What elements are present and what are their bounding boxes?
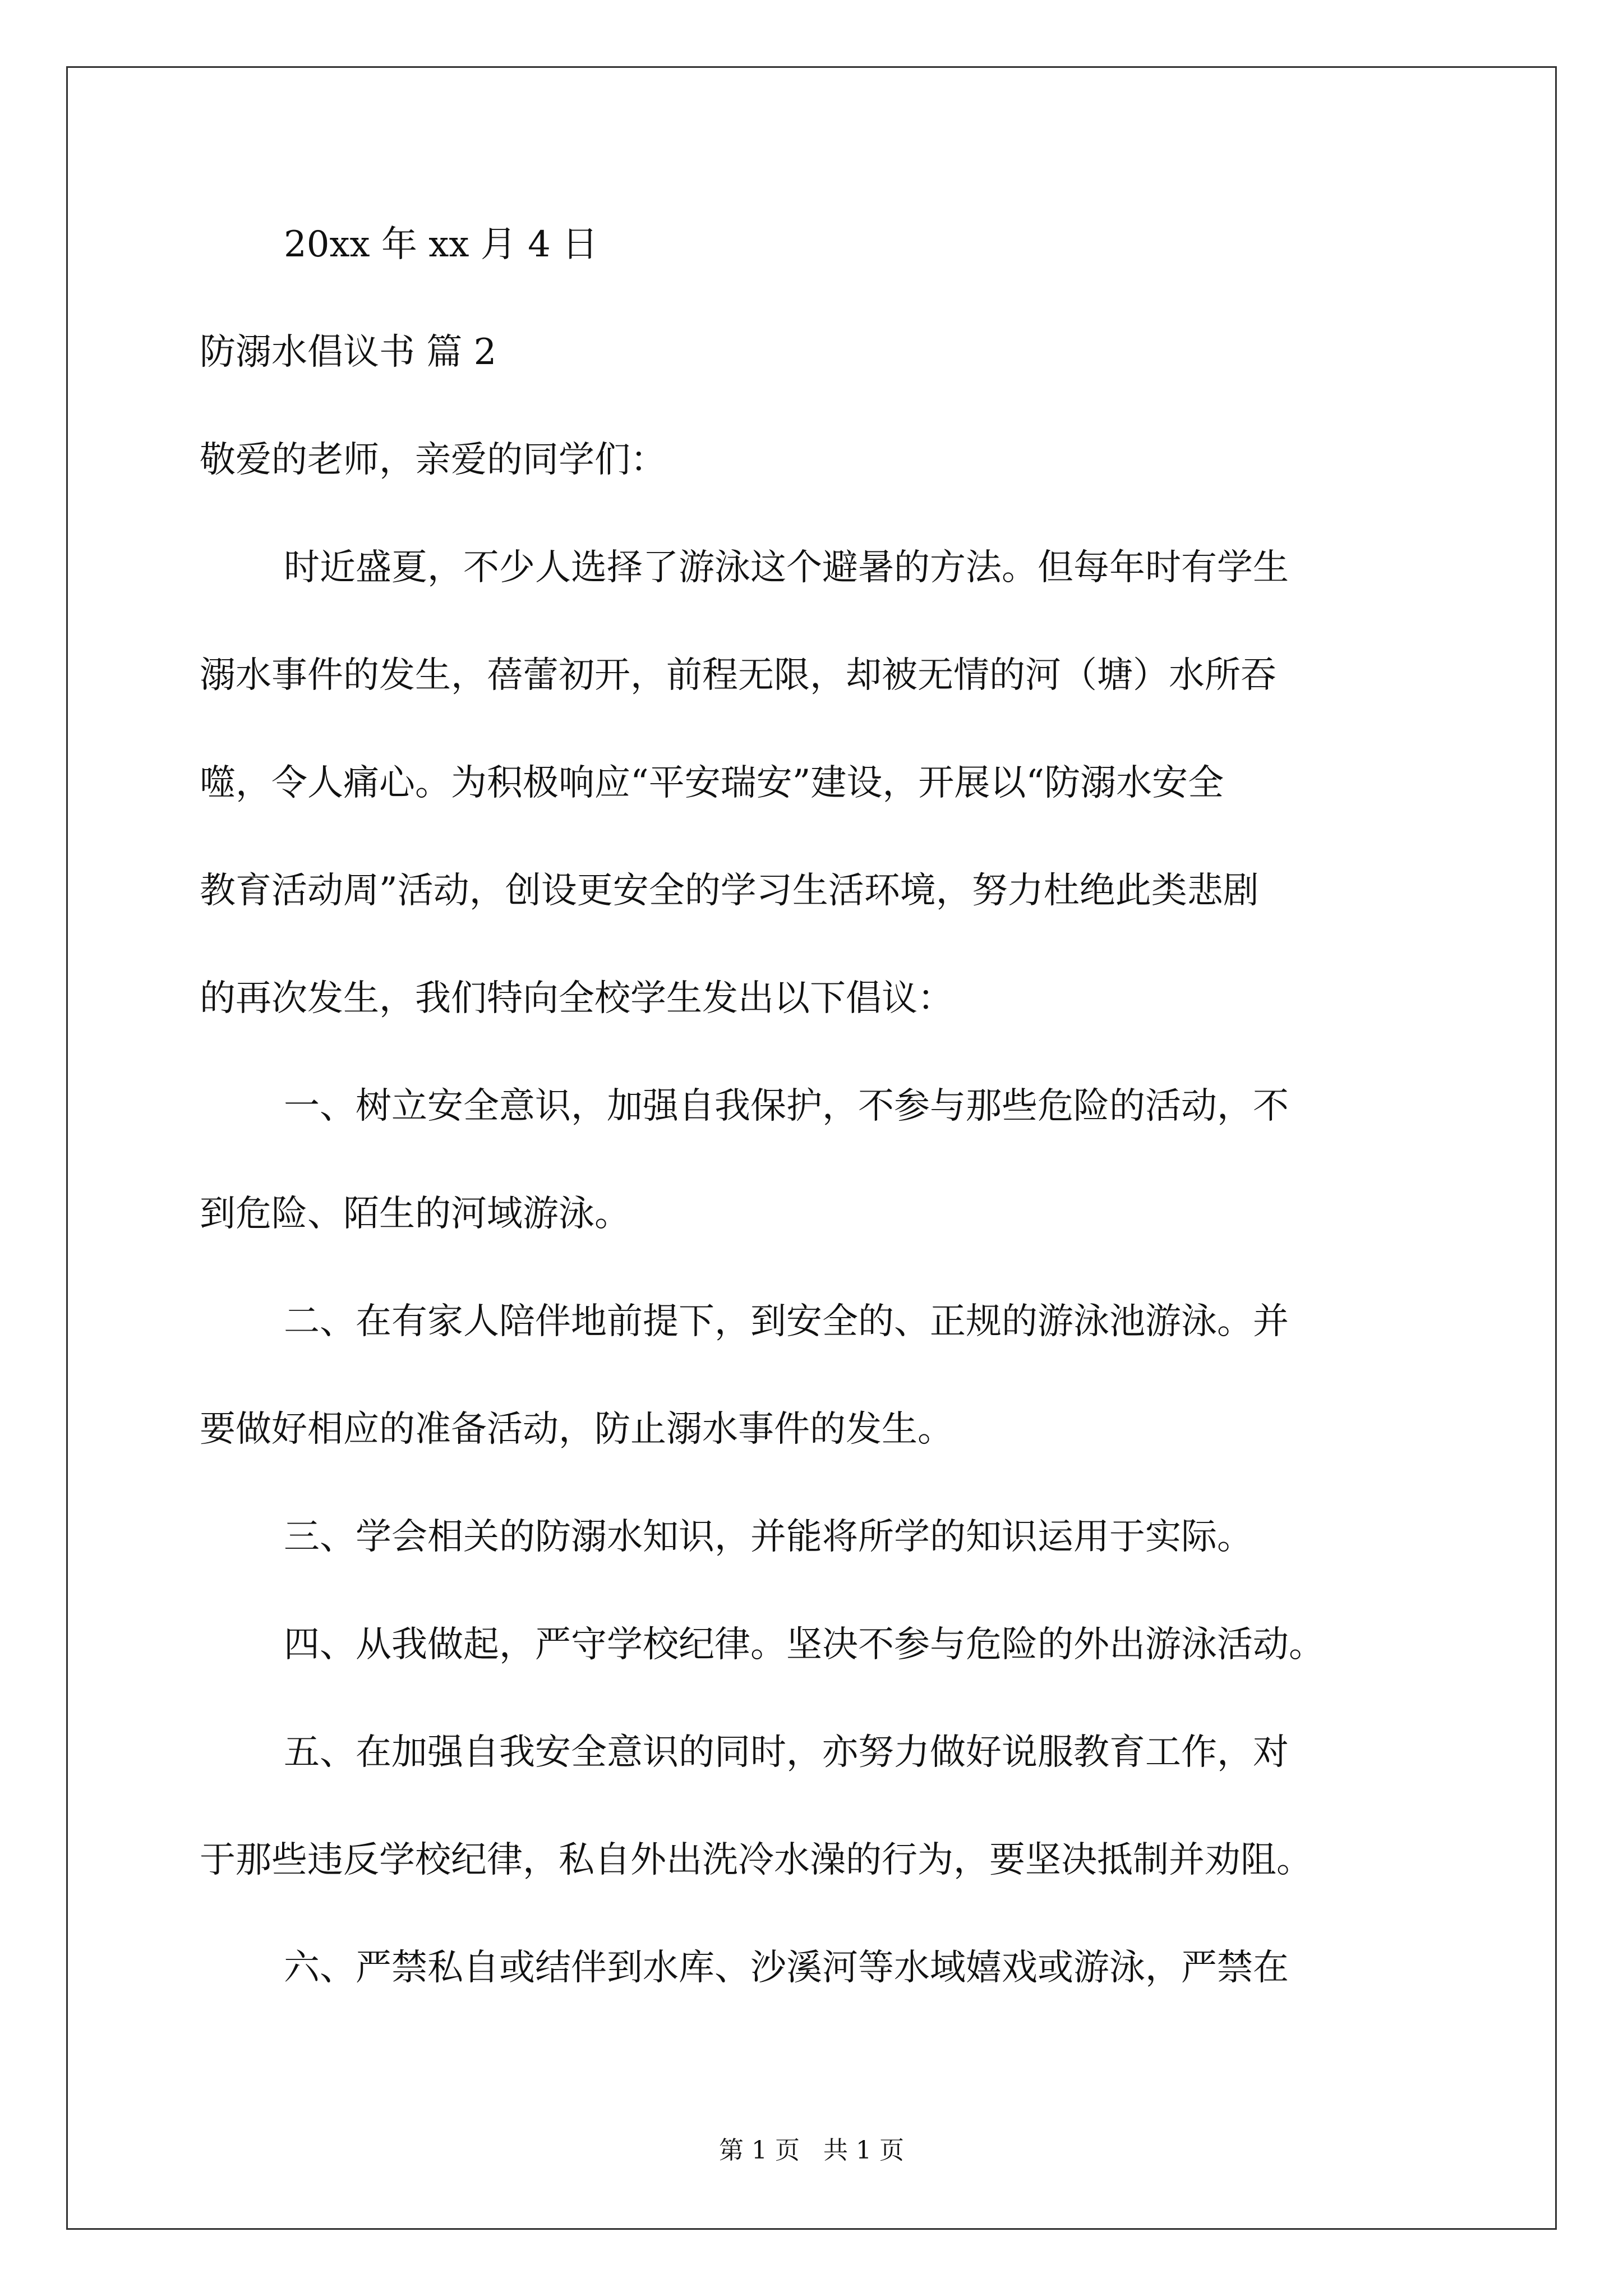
proposal-item-2-cont: 要做好相应的准备活动，防止溺水事件的发生。 — [200, 1409, 953, 1450]
proposal-item-2: 二、在有家人陪伴地前提下，到安全的、正规的游泳池游泳。并 — [284, 1301, 1289, 1342]
proposal-item-4: 四、从我做起，严守学校纪律。坚决不参与危险的外出游泳活动。 — [284, 1624, 1325, 1665]
date-line: 20xx 年 xx 月 4 日 — [284, 224, 598, 265]
proposal-item-5-cont: 于那些违反学校纪律，私自外出洗冷水澡的行为，要坚决抵制并劝阻。 — [200, 1839, 1312, 1881]
salutation: 敬爱的老师，亲爱的同学们： — [200, 439, 666, 481]
paragraph-line: 溺水事件的发生，蓓蕾初开，前程无限，却被无情的河（塘）水所吞 — [200, 655, 1276, 696]
paragraph-line: 教育活动周”活动，创设更安全的学习生活环境，努力杜绝此类悲剧 — [200, 870, 1259, 912]
proposal-item-5: 五、在加强自我安全意识的同时，亦努力做好说服教育工作，对 — [284, 1732, 1289, 1773]
paragraph-line: 噬，令人痛心。为积极响应“平安瑞安”建设，开展以“防溺水安全 — [200, 762, 1224, 804]
proposal-item-1: 一、树立安全意识，加强自我保护，不参与那些危险的活动，不 — [284, 1085, 1289, 1127]
document-body — [200, 222, 1433, 2053]
page-number: 第 1 页 共 1 页 — [719, 2136, 904, 2165]
proposal-item-3: 三、学会相关的防溺水知识，并能将所学的知识运用于实际。 — [284, 1516, 1253, 1558]
paragraph-line: 时近盛夏，不少人选择了游泳这个避暑的方法。但每年时有学生 — [284, 547, 1289, 588]
proposal-item-6: 六、严禁私自或结伴到水库、沙溪河等水域嬉戏或游泳，严禁在 — [284, 1947, 1289, 1989]
paragraph-line: 的再次发生，我们特向全校学生发出以下倡议： — [200, 978, 953, 1019]
section-title: 防溺水倡议书 篇 2 — [200, 332, 497, 373]
proposal-item-1-cont: 到危险、陌生的河域游泳。 — [200, 1193, 630, 1235]
